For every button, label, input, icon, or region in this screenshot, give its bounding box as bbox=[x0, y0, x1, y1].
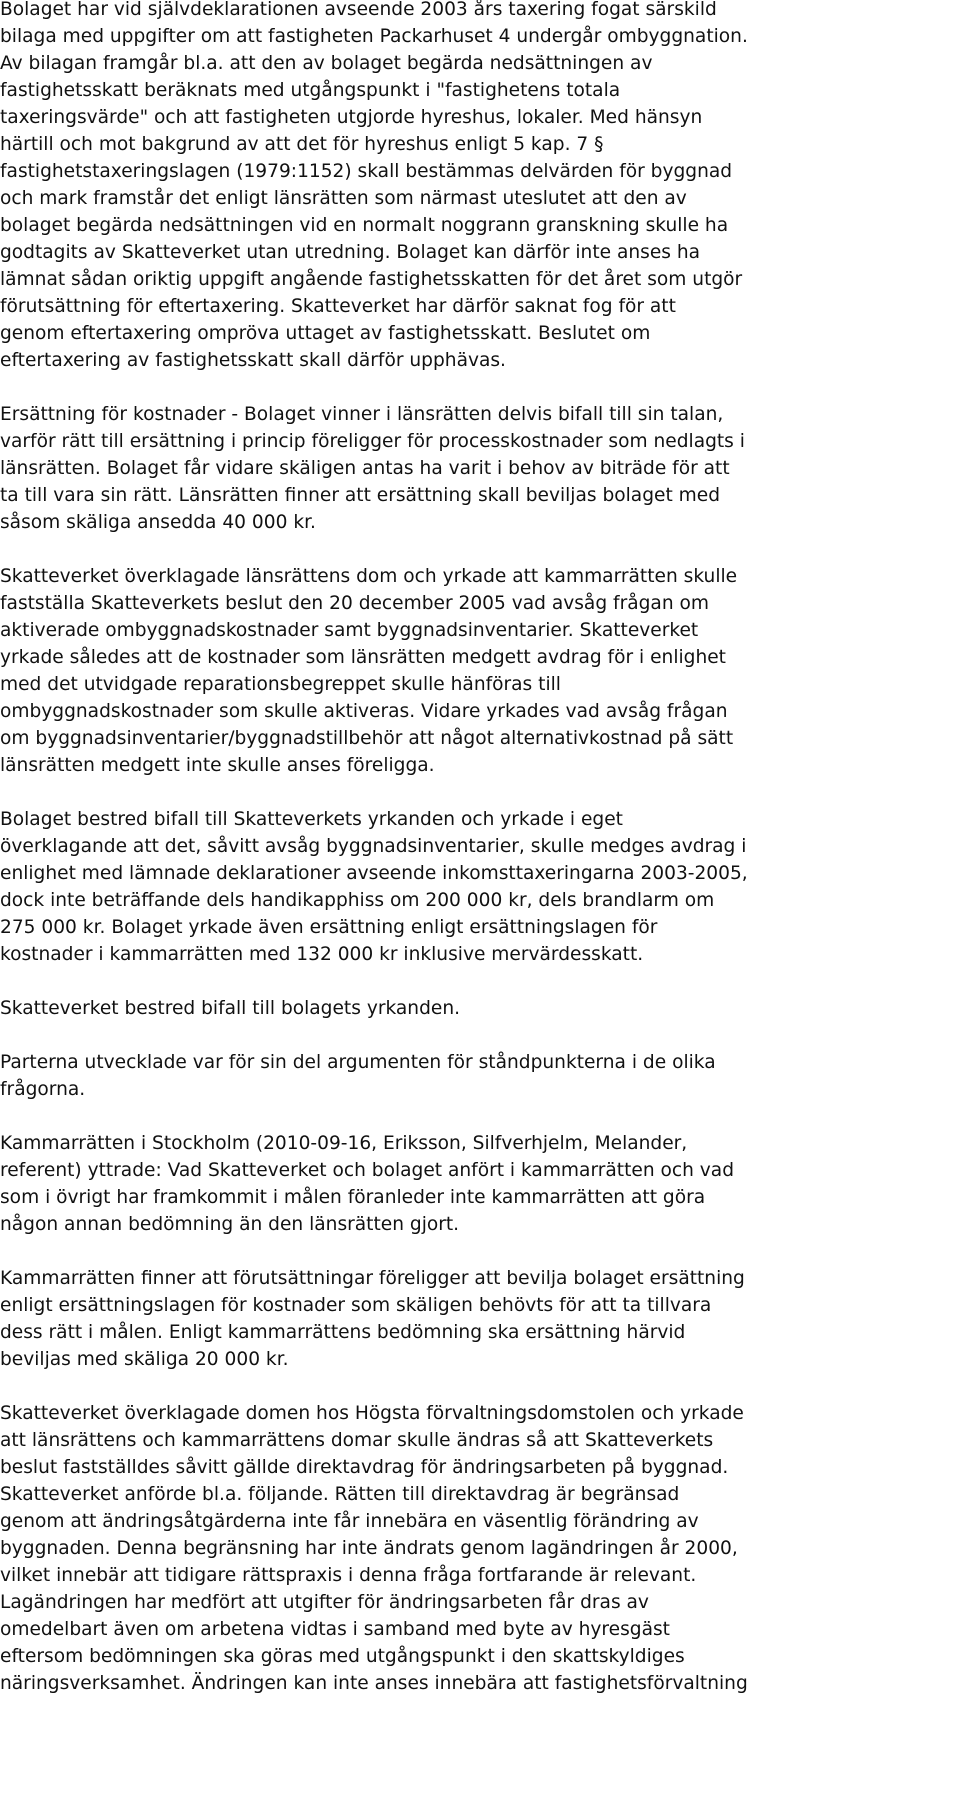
text-line: om byggnadsinventarier/byggnadstillbehör att något alternativkostnad på sätt bbox=[0, 728, 734, 749]
text-line: någon annan bedömning än den länsrätten gjort. bbox=[0, 1214, 460, 1235]
text-line: Kammarrätten finner att förutsättningar föreligger att bevilja bolaget ersättning bbox=[0, 1268, 745, 1289]
text-line: Kammarrätten i Stockholm (2010-09-16, Eriksson, Silfverhjelm, Melander, bbox=[0, 1133, 688, 1154]
text-line: Lagändringen har medfört att utgifter för ändringsarbeten får dras av bbox=[0, 1592, 649, 1613]
text-line: dock inte beträffande dels handikapphiss om 200 000 kr, dels brandlarm om bbox=[0, 890, 715, 911]
text-line: överklagande att det, såvitt avsåg byggnadsinventarier, skulle medges avdrag i bbox=[0, 836, 747, 857]
text-line: länsrätten medgett inte skulle anses föreligga. bbox=[0, 755, 435, 776]
text-line: fastighetstaxeringslagen (1979:1152) skall bestämmas delvärden för byggnad bbox=[0, 161, 733, 182]
text-line: dess rätt i målen. Enligt kammarrättens bedömning ska ersättning härvid bbox=[0, 1322, 686, 1343]
text-line: ombyggnadskostnader som skulle aktiveras. Vidare yrkades vad avsåg frågan bbox=[0, 701, 728, 722]
text-line: som i övrigt har framkommit i målen föranleder inte kammarrätten att göra bbox=[0, 1187, 706, 1208]
text-line: Bolaget har vid självdeklarationen avseende 2003 års taxering fogat särskild bbox=[0, 0, 717, 20]
text-line: Bolaget bestred bifall till Skatteverkets yrkanden och yrkade i eget bbox=[0, 809, 623, 830]
text-line: Av bilagan framgår bl.a. att den av bolaget begärda nedsättningen av bbox=[0, 53, 653, 74]
paragraph-eftertaxering bbox=[0, 0, 960, 374]
text-line: varför rätt till ersättning i princip föreligger för processkostnader som nedlagts i bbox=[0, 431, 745, 452]
text-line: Parterna utvecklade var för sin del argumenten för ståndpunkterna i de olika bbox=[0, 1052, 716, 1073]
paragraph-parterna bbox=[0, 1049, 960, 1103]
text-line: 275 000 kr. Bolaget yrkade även ersättning enligt ersättningslagen för bbox=[0, 917, 658, 938]
paragraph-skatteverket-overklagade bbox=[0, 563, 960, 779]
text-line: genom att ändringsåtgärderna inte får innebära en väsentlig förändring av bbox=[0, 1511, 699, 1532]
text-line: länsrätten. Bolaget får vidare skäligen antas ha varit i behov av biträde för att bbox=[0, 458, 730, 479]
text-line: Skatteverket överklagade länsrättens dom och yrkade att kammarrätten skulle bbox=[0, 566, 738, 587]
text-line: beslut fastställdes såvitt gällde direktavdrag för ändringsarbeten på byggnad. bbox=[0, 1457, 729, 1478]
paragraph-kammarratten-yttrade bbox=[0, 1130, 960, 1238]
text-line: yrkade således att de kostnader som länsrätten medgett avdrag för i enlighet bbox=[0, 647, 726, 668]
text-line: Skatteverket bestred bifall till bolagets yrkanden. bbox=[0, 998, 461, 1019]
text-line: bolaget begärda nedsättningen vid en normalt noggrann granskning skulle ha bbox=[0, 215, 729, 236]
text-line: aktiverade ombyggnadskostnader samt byggnadsinventarier. Skatteverket bbox=[0, 620, 699, 641]
text-line: förutsättning för eftertaxering. Skatteverket har därför saknat fog för att bbox=[0, 296, 676, 317]
text-line: ta till vara sin rätt. Länsrätten finner att ersättning skall beviljas bolaget med bbox=[0, 485, 720, 506]
paragraph-bolaget-bestred bbox=[0, 806, 960, 968]
text-line: bilaga med uppgifter om att fastigheten Packarhuset 4 undergår ombyggnation. bbox=[0, 26, 748, 47]
text-line: vilket innebär att tidigare rättspraxis i denna fråga fortfarande är relevant. bbox=[0, 1565, 697, 1586]
text-line: Ersättning för kostnader - Bolaget vinner i länsrätten delvis bifall till sin talan, bbox=[0, 404, 724, 425]
text-line: lämnat sådan oriktig uppgift angående fastighetsskatten för det året som utgör bbox=[0, 269, 743, 290]
text-line: att länsrättens och kammarrättens domar skulle ändras så att Skatteverkets bbox=[0, 1430, 714, 1451]
text-line: kostnader i kammarrätten med 132 000 kr inklusive mervärdesskatt. bbox=[0, 944, 644, 965]
text-line: fastighetsskatt beräknats med utgångspunkt i "fastighetens totala bbox=[0, 80, 621, 101]
paragraph-kammarratten-ersattning bbox=[0, 1265, 960, 1373]
text-line: och mark framstår det enligt länsrätten som närmast uteslutet att den av bbox=[0, 188, 687, 209]
paragraph-hogsta-forvaltningsdomstolen bbox=[0, 1400, 960, 1697]
text-line: enlighet med lämnade deklarationer avseende inkomsttaxeringarna 2003-2005, bbox=[0, 863, 748, 884]
text-line: näringsverksamhet. Ändringen kan inte anses innebära att fastighetsförvaltning bbox=[0, 1673, 748, 1694]
text-line: taxeringsvärde" och att fastigheten utgjorde hyreshus, lokaler. Med hänsyn bbox=[0, 107, 703, 128]
text-line: beviljas med skäliga 20 000 kr. bbox=[0, 1349, 289, 1370]
text-line: Skatteverket överklagade domen hos Högsta förvaltningsdomstolen och yrkade bbox=[0, 1403, 744, 1424]
text-line: härtill och mot bakgrund av att det för hyreshus enligt 5 kap. 7 § bbox=[0, 134, 604, 155]
text-line: enligt ersättningslagen för kostnader som skäligen behövts för att ta tillvara bbox=[0, 1295, 712, 1316]
text-line: eftersom bedömningen ska göras med utgångspunkt i den skattskyldiges bbox=[0, 1646, 685, 1667]
paragraph-skatteverket-bestred bbox=[0, 995, 960, 1022]
paragraph-ersattning-kostnader bbox=[0, 401, 960, 536]
text-line: godtagits av Skatteverket utan utredning. Bolaget kan därför inte anses ha bbox=[0, 242, 701, 263]
text-line: frågorna. bbox=[0, 1079, 86, 1100]
text-line: med det utvidgade reparationsbegreppet skulle hänföras till bbox=[0, 674, 561, 695]
text-line: genom eftertaxering ompröva uttaget av fastighetsskatt. Beslutet om bbox=[0, 323, 651, 344]
text-line: fastställa Skatteverkets beslut den 20 december 2005 vad avsåg frågan om bbox=[0, 593, 710, 614]
text-line: såsom skäliga ansedda 40 000 kr. bbox=[0, 512, 316, 533]
text-line: Skatteverket anförde bl.a. följande. Rätten till direktavdrag är begränsad bbox=[0, 1484, 680, 1505]
text-line: referent) yttrade: Vad Skatteverket och bolaget anfört i kammarrätten och vad bbox=[0, 1160, 735, 1181]
text-line: byggnaden. Denna begränsning har inte ändrats genom lagändringen år 2000, bbox=[0, 1538, 738, 1559]
text-line: omedelbart även om arbetena vidtas i samband med byte av hyresgäst bbox=[0, 1619, 670, 1640]
text-line: eftertaxering av fastighetsskatt skall därför upphävas. bbox=[0, 350, 506, 371]
